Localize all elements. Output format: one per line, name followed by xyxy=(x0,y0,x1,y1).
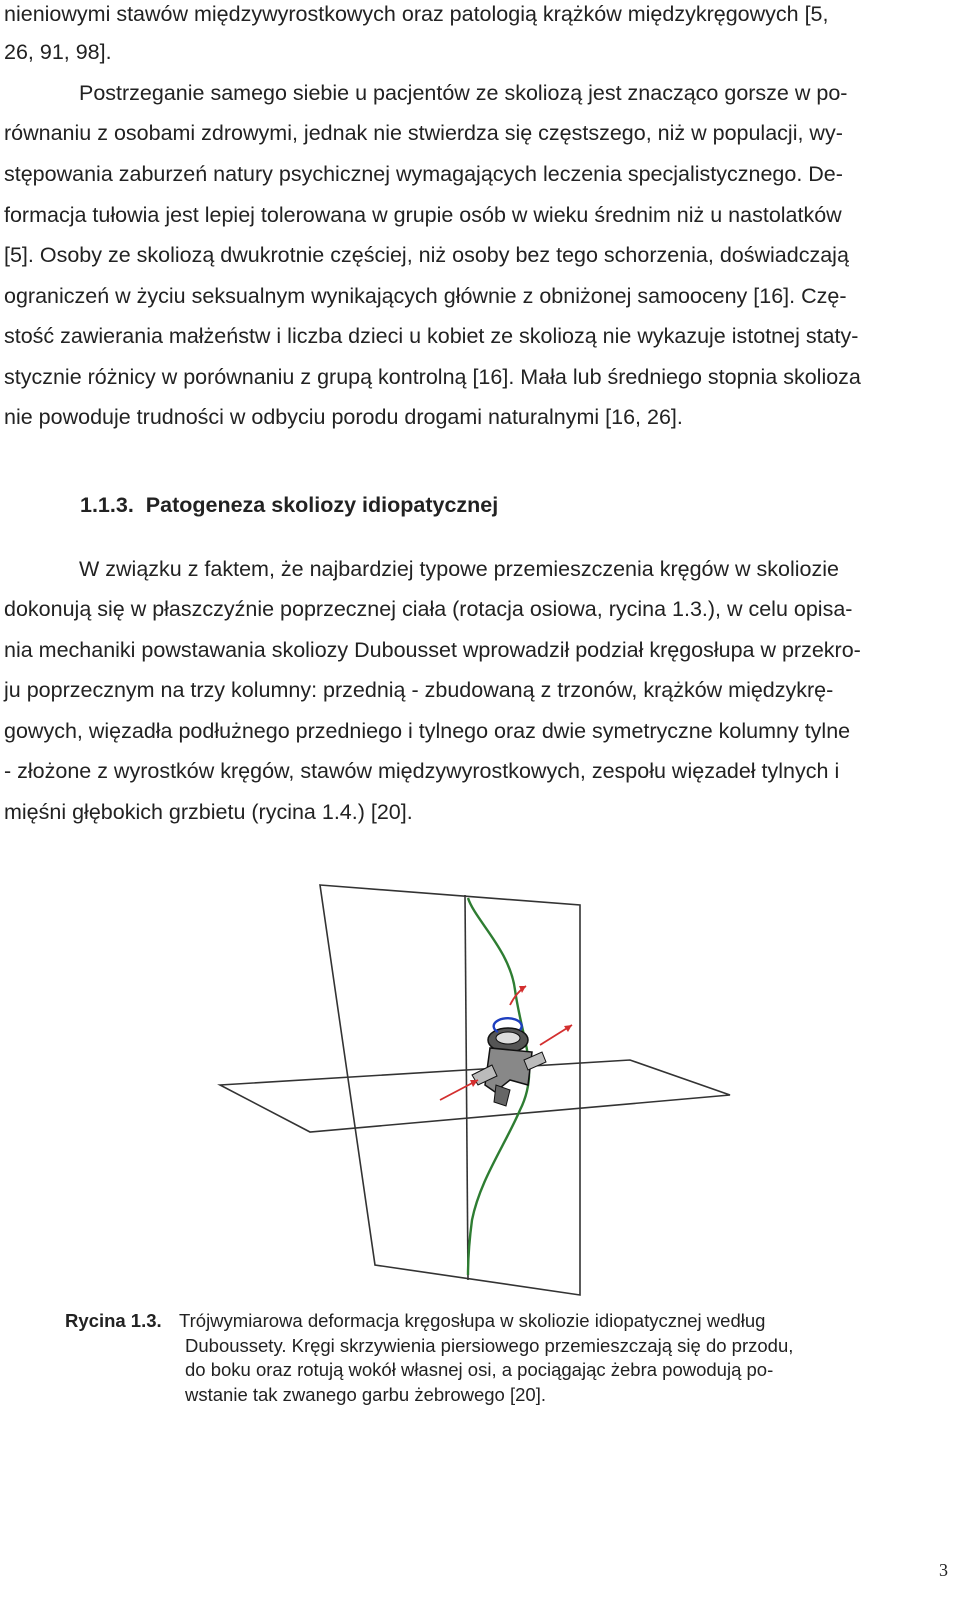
text-line: Postrzeganie samego siebie u pacjentów ze skoliozą jest znacząco gorsze w po- xyxy=(79,81,848,105)
text-line: nia mechaniki powstawania skoliozy Dubousset wprowadził podział kręgosłupa w przekro- xyxy=(4,638,861,662)
text-line: ju poprzecznym na trzy kolumny: przednią - zbudowaną z trzonów, krążków międzykrę- xyxy=(4,678,834,702)
text-line: - złożone z wyrostków kręgów, stawów międzywyrostkowych, zespołu więzadeł tylnych i xyxy=(4,759,840,783)
caption-line: Duboussety. Kręgi skrzywienia piersiowego przemieszczają się do przodu, xyxy=(185,1335,794,1356)
text-line: formacja tułowia jest lepiej tolerowana w grupie osób w wieku średnim niż u nastolatków xyxy=(4,203,842,227)
section-number: 1.1.3. xyxy=(80,493,134,517)
translation-arrow xyxy=(440,1080,478,1100)
text-line: ograniczeń w życiu seksualnym wynikających głównie z obniżonej samooceny [16]. Czę- xyxy=(4,284,847,308)
text-line: nieniowymi stawów międzywyrostkowych oraz patologią krążków międzykręgowych [5, xyxy=(4,2,829,26)
page-number: 3 xyxy=(939,1560,948,1580)
sagittal-plane xyxy=(320,885,580,1295)
text-line: nie powoduje trudności w odbyciu porodu drogami naturalnymi [16, 26]. xyxy=(4,405,683,429)
caption-line: wstanie tak zwanego garbu żebrowego [20]. xyxy=(185,1384,546,1405)
text-line: stępowania zaburzeń natury psychicznej wymagających leczenia specjalistycznego. De- xyxy=(4,162,843,186)
section-heading xyxy=(80,493,498,518)
caption-line: Trójwymiarowa deformacja kręgosłupa w skoliozie idiopatycznej według xyxy=(179,1310,766,1331)
translation-arrow xyxy=(540,1025,572,1045)
vertebra-icon xyxy=(472,1028,546,1106)
text-line: W związku z faktem, że najbardziej typowe przemieszczenia kręgów w skoliozie xyxy=(79,557,839,581)
text-line: 26, 91, 98]. xyxy=(4,40,112,64)
spine-deformation-figure xyxy=(210,880,750,1300)
caption-label: Rycina 1.3. xyxy=(65,1310,162,1331)
text-line: [5]. Osoby ze skoliozą dwukrotnie częściej, niż osoby bez tego schorzenia, doświadczają xyxy=(4,243,849,267)
transverse-plane xyxy=(220,1060,730,1132)
text-line: stycznie różnicy w porównaniu z grupą kontrolną [16]. Mała lub średniego stopnia skolioza xyxy=(4,365,861,389)
text-line: dokonują się w płaszczyźnie poprzecznej ciała (rotacja osiowa, rycina 1.3.), w celu opisa- xyxy=(4,597,853,621)
section-title: Patogeneza skoliozy idiopatycznej xyxy=(145,493,499,517)
text-line: gowych, więzadła podłużnego przedniego i tylnego oraz dwie symetryczne kolumny tylne xyxy=(4,719,851,743)
text-line: mięśni głębokich grzbietu (rycina 1.4.) [20]. xyxy=(4,800,413,824)
caption-line: do boku oraz rotują wokół własnej osi, a pociągając żebra powodują po- xyxy=(185,1359,774,1380)
text-line: stość zawierania małżeństw i liczba dzieci u kobiet ze skoliozą nie wykazuje istotnej staty- xyxy=(4,324,859,348)
text-line: równaniu z osobami zdrowymi, jednak nie stwierdza się częstszego, niż w populacji, wy- xyxy=(4,121,843,145)
